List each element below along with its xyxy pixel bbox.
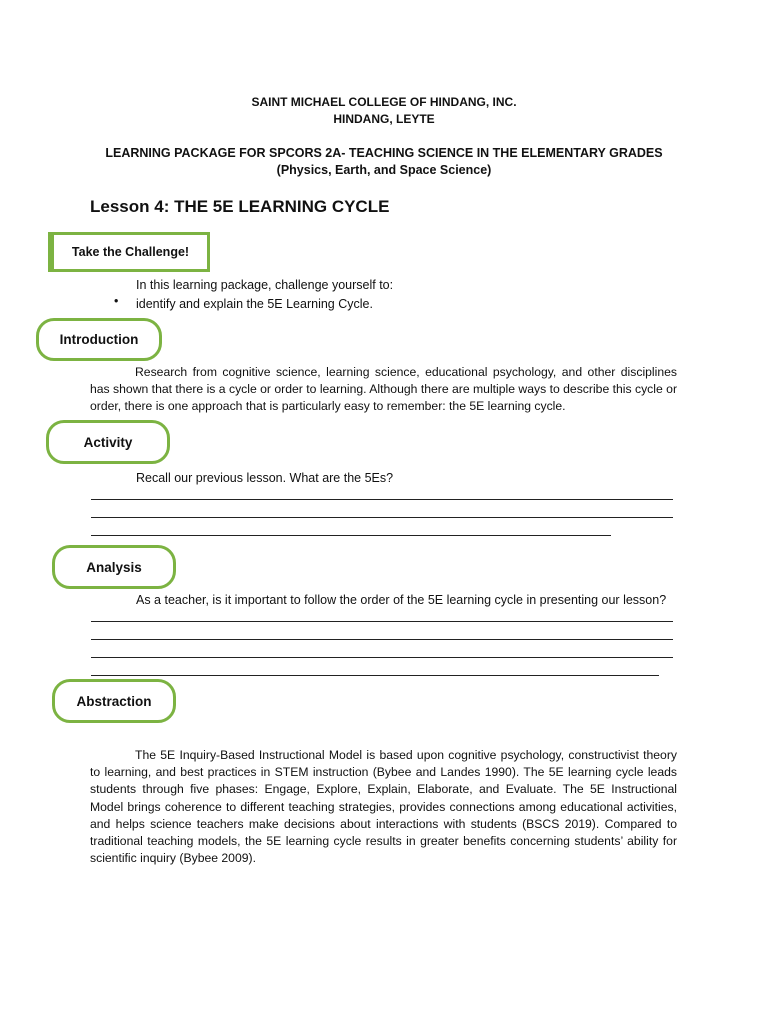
school-name: SAINT MICHAEL COLLEGE OF HINDANG, INC. <box>251 95 517 109</box>
challenge-label-box <box>48 232 210 272</box>
school-location: HINDANG, LEYTE <box>333 112 435 126</box>
lesson-title: Lesson 4: THE 5E LEARNING CYCLE <box>90 197 390 216</box>
analysis-label: Analysis <box>86 559 142 575</box>
bullet-marker: • <box>114 294 119 308</box>
abstraction-text: The 5E Inquiry-Based Instructional Model is based upon cognitive psychology, constructivist theory to learning, and best practices in STEM instruction (Bybee and Landes 1990). The 5E learning cycle leads students through five phases: Engage, Explore, Explain, Elaborate, and Evaluate. The 5E Instructional Model brings coherence to different teaching strategies, provides connections among educational activities, and helps science teachers make decisions about interactions with students (BSCS 2019). Compared to traditional teaching models, the 5E learning cycle results in greater benefits concerning students’ ability for scientific inquiry (Bybee 2009). <box>90 748 677 866</box>
introduction-text: Research from cognitive science, learning science, educational psychology, and other disciplines has shown that there is a cycle or order to learning. Although there are multiple ways to describe this cycle or order, there is one approach that is particularly easy to remember: the 5E learning cycle. <box>90 365 677 414</box>
answer-line <box>91 517 673 518</box>
analysis-label-box <box>52 545 176 589</box>
analysis-question: As a teacher, is it important to follow the order of the 5E learning cycle in presenting our lesson? <box>136 593 667 607</box>
package-subtitle: (Physics, Earth, and Space Science) <box>276 163 492 177</box>
activity-label-box <box>46 420 170 464</box>
abstraction-label-box <box>52 679 176 723</box>
introduction-label: Introduction <box>59 332 139 347</box>
activity-label: Activity <box>83 434 133 450</box>
answer-line <box>91 675 659 676</box>
package-title: LEARNING PACKAGE FOR SPCORS 2A- TEACHING SCIENCE IN THE ELEMENTARY GRADES <box>105 146 663 160</box>
introduction-label-box <box>36 318 162 361</box>
answer-line <box>91 499 673 500</box>
answer-line <box>91 657 673 658</box>
challenge-label: Take the Challenge! <box>71 245 190 259</box>
challenge-intro: In this learning package, challenge yourself to: <box>136 278 394 292</box>
answer-line <box>91 621 673 622</box>
activity-question: Recall our previous lesson. What are the 5Es? <box>136 471 394 485</box>
answer-line <box>91 639 673 640</box>
answer-line <box>91 535 611 536</box>
abstraction-label: Abstraction <box>76 693 152 709</box>
challenge-item: identify and explain the 5E Learning Cycle. <box>136 297 373 311</box>
